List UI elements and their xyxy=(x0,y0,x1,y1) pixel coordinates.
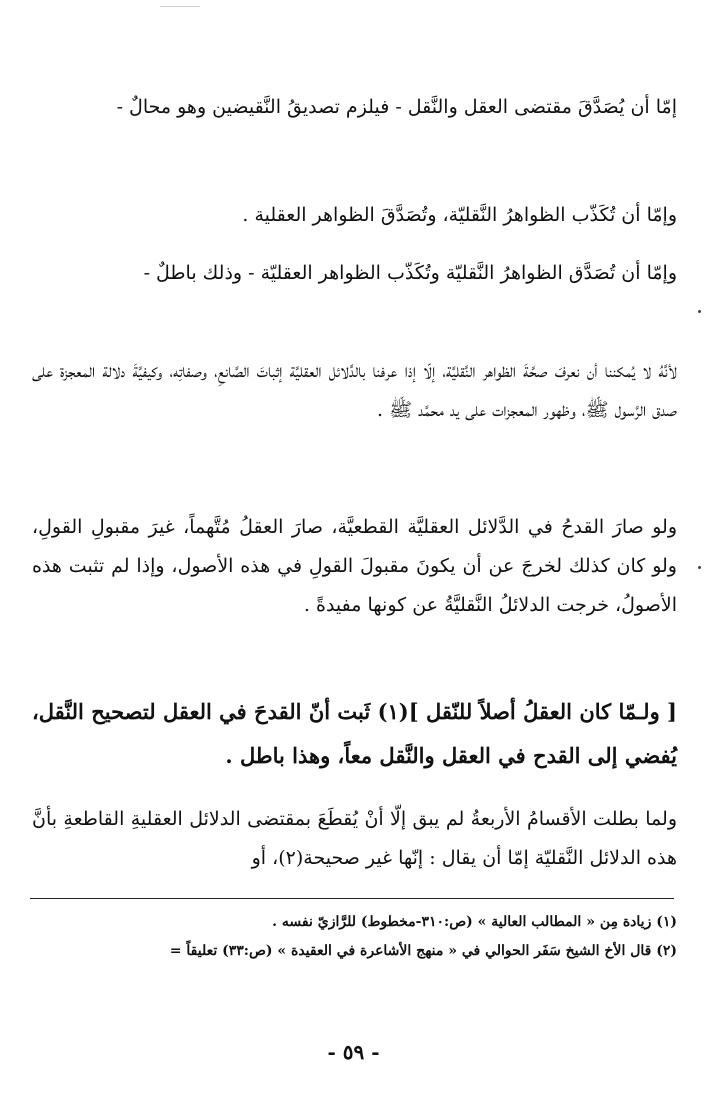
margin-dot xyxy=(698,310,701,313)
footnote-1: (١) زيادة مِن « المطالب العالية » (ص:٣١٠-مخطوط) للرَّازيّ نفسه . xyxy=(272,914,677,930)
footnotes xyxy=(32,908,677,966)
top-mark xyxy=(160,6,200,7)
paragraph-7: ولما بطلت الأقسامُ الأربعةُ لم يبق إلّا أنْ يُقطَعَ بمقتضى الدلائل العقليةِ القاطعةِ بأنَّ هذه الدلائل النَّقليّة إمّا أن يقال : إنّها غير صحيحة(٢)، أو xyxy=(32,808,677,869)
paragraph-4: لأنَّهُ لا يُمكننا أن نعرفَ صحَّةَ الظواهر النَّقليَّة، إلّا إذا عرفنا بالدَّلائل العقليَّة إثباتَ الصَّانعِ، وصفاتِه، وكيفيَّةَ دلالة المعجزة على صدق الرَّسول ﷺ، وظهور المعجزات على يد محمَّد ﷺ . xyxy=(32,360,677,421)
paragraph-2: وإمّا أن تُكَذّب الظواهرُ النَّقليّة، وتُصَدَّقَ الظواهر العقلية . xyxy=(242,204,677,226)
paragraph-5: ولو صارَ القدحُ في الدَّلائل العقليَّة القطعيَّة، صارَ العقلُ مُتَّهماً، غيرَ مقبولِ القولِ، ولو كان كذلك لخرجَ عن أن يكونَ مقبولَ القولِ في هذه الأصول، وإذا لم تثبت هذه الأصولُ، خرجت الدلائلُ النَّقليَّةُ عن كونها مفيدةً . xyxy=(32,516,677,616)
paragraph-6-bold: [ ولـمّا كان العقلُ أصلاً للنّقل ](١) ثَبت أنّ القدحَ في العقل لتصحيح النَّقل، يُفضي إلى القدح في العقل والنَّقل معاً، وهذا باطل . xyxy=(32,699,677,768)
footnote-divider xyxy=(30,898,674,899)
margin-dot xyxy=(698,566,701,569)
paragraph-3: وإمّا أن تُصَدَّق الظواهرُ النَّقليّة وتُكَذّب الظواهر العقليّة - وذلك باطلٌ - xyxy=(143,262,677,284)
paragraph-1: إمّا أن يُصَدَّقَ مقتضى العقل والنَّقل - فيلزم تصديقُ النَّقيضين وهو محالٌ - xyxy=(116,96,677,118)
footnote-2: (٢) قال الأخ الشيخ سَفَر الحوالي في « منهج الأشاعرة في العقيدة » (ص:٣٣) تعليقاً = xyxy=(169,943,677,959)
page-number: - ٥٩ - xyxy=(327,1040,380,1064)
